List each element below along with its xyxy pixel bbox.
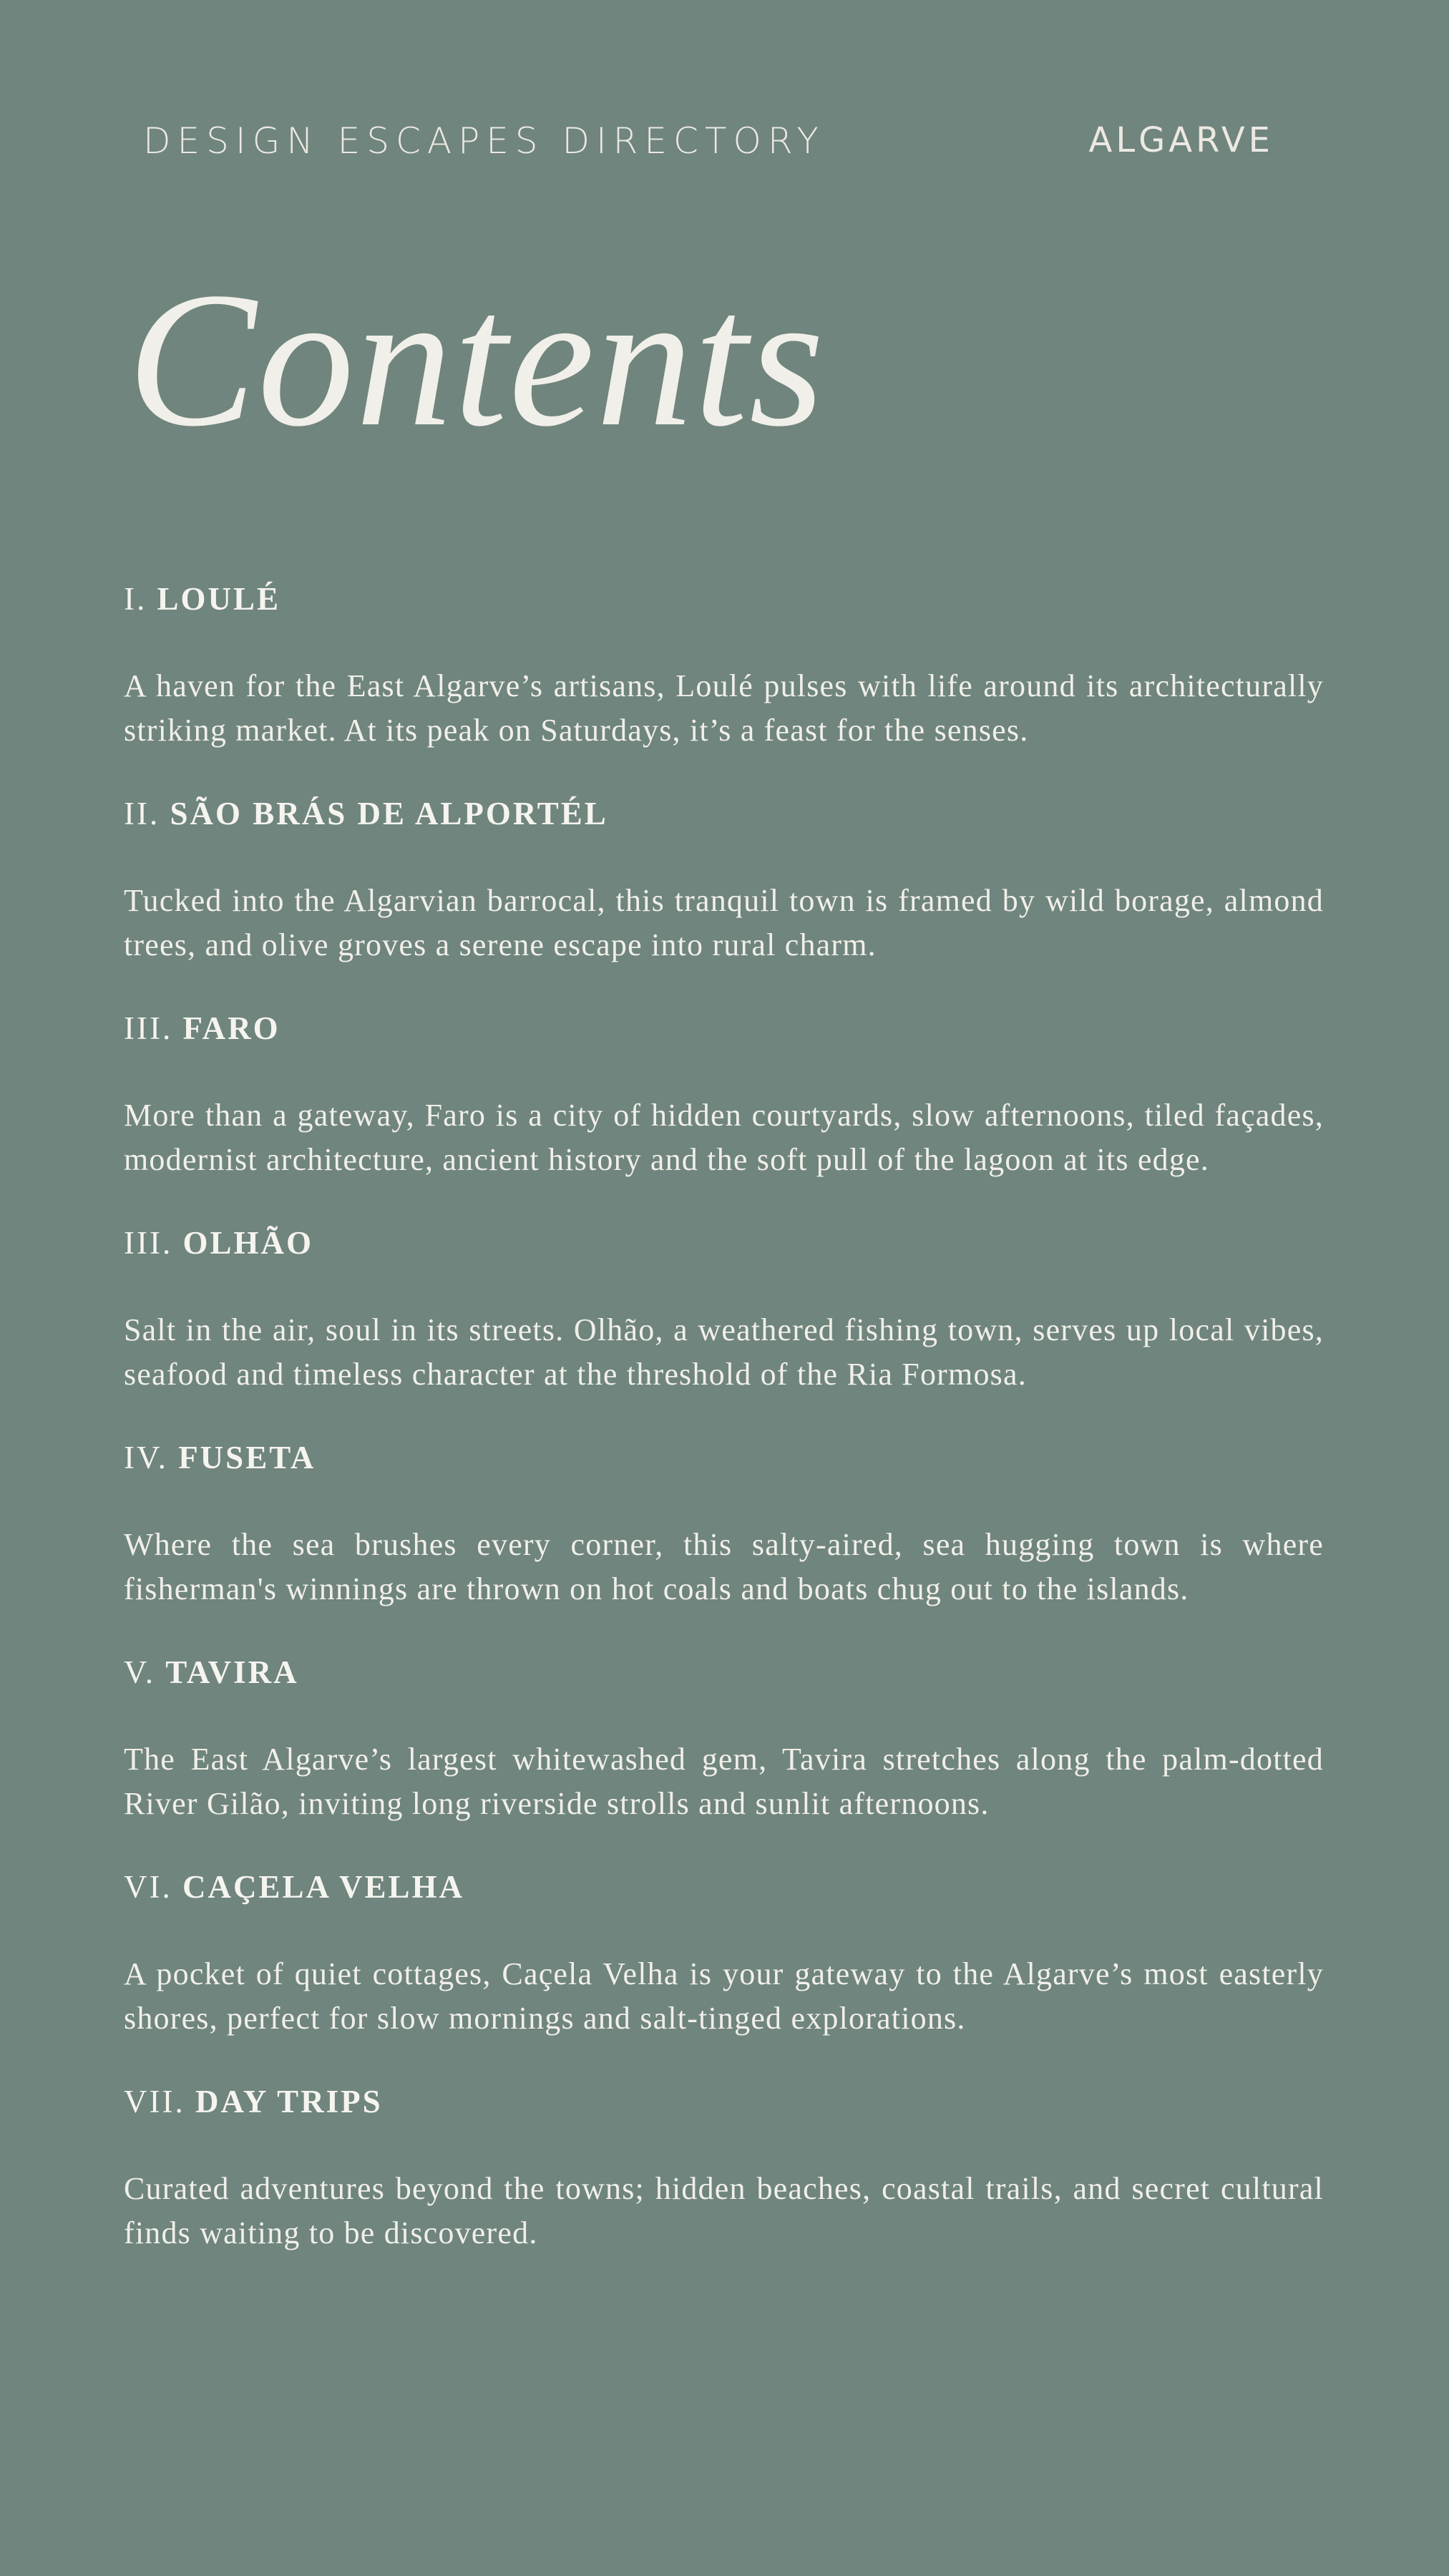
toc-entry-numeral: VII. (124, 2084, 185, 2119)
page-title: Contents (127, 253, 826, 467)
toc-entry-numeral: V. (124, 1654, 155, 1690)
toc-entry-faro (124, 1006, 1324, 1181)
table-of-contents (124, 577, 1324, 2255)
toc-entry-day-trips (124, 2079, 1324, 2255)
toc-entry-name: FARO (182, 1010, 280, 1046)
toc-entry-name: LOULÉ (157, 581, 281, 617)
toc-entry-name: TAVIRA (165, 1654, 299, 1690)
toc-entry-numeral: III. (124, 1225, 173, 1261)
toc-entry-heading[interactable] (124, 1006, 1324, 1050)
toc-entry-numeral: III. (124, 1010, 173, 1046)
toc-entry-heading[interactable] (124, 1865, 1324, 1909)
toc-entry-description: Salt in the air, soul in its streets. Olhão, a weathered fishing town, serves up local vibes, seafood and timeless character at the threshold of the Ria Formosa. (124, 1312, 1324, 1392)
toc-entry-numeral: VI. (124, 1869, 172, 1905)
toc-entry-heading[interactable] (124, 1650, 1324, 1694)
toc-entry-numeral: I. (124, 581, 147, 617)
toc-entry-description: Curated adventures beyond the towns; hidden beaches, coastal trails, and secret cultural finds waiting to be discovered. (124, 2171, 1324, 2250)
toc-entry-description: A haven for the East Algarve’s artisans, Loulé pulses with life around its architecturally striking market. At its peak on Saturdays, it’s a feast for the senses. (124, 668, 1324, 748)
toc-entry-heading[interactable] (124, 791, 1324, 836)
toc-entry-cacela-velha (124, 1865, 1324, 2040)
toc-entry-description: The East Algarve’s largest whitewashed gem, Tavira stretches along the palm-dotted River Gilão, inviting long riverside strolls and sunlit afternoons. (124, 1742, 1324, 1821)
toc-entry-fuseta (124, 1435, 1324, 1611)
toc-entry-numeral: IV. (124, 1440, 168, 1475)
region-label: ALGARVE (1088, 120, 1274, 160)
toc-entry-heading[interactable] (124, 2079, 1324, 2124)
toc-entry-sao-bras (124, 791, 1324, 967)
toc-entry-description: More than a gateway, Faro is a city of hidden courtyards, slow afternoons, tiled façades, modernist architecture, ancient history and the soft pull of the lagoon at its edge. (124, 1098, 1324, 1177)
toc-entry-numeral: II. (124, 796, 160, 831)
toc-entry-tavira (124, 1650, 1324, 1825)
toc-entry-heading[interactable] (124, 1435, 1324, 1480)
toc-entry-name: OLHÃO (182, 1225, 313, 1261)
directory-title: DESIGN ESCAPES DIRECTORY (143, 120, 825, 162)
toc-entry-heading[interactable] (124, 1221, 1324, 1265)
toc-entry-description: Tucked into the Algarvian barrocal, this tranquil town is framed by wild borage, almond trees, and olive groves a serene escape into rural charm. (124, 883, 1324, 962)
toc-entry-name: CAÇELA VELHA (182, 1869, 464, 1905)
toc-entry-name: SÃO BRÁS DE ALPORTÉL (170, 796, 608, 831)
header (143, 120, 1274, 163)
toc-entry-olhao (124, 1221, 1324, 1396)
toc-entry-loule (124, 577, 1324, 752)
toc-entry-description: Where the sea brushes every corner, this salty-aired, sea hugging town is where fisherman's winnings are thrown on hot coals and boats chug out to the islands. (124, 1527, 1324, 1606)
toc-entry-name: DAY TRIPS (195, 2084, 383, 2119)
toc-entry-heading[interactable] (124, 577, 1324, 621)
toc-entry-name: FUSETA (178, 1440, 316, 1475)
toc-entry-description: A pocket of quiet cottages, Caçela Velha is your gateway to the Algarve’s most easterly shores, perfect for slow mornings and salt-tinged explorations. (124, 1956, 1324, 2036)
